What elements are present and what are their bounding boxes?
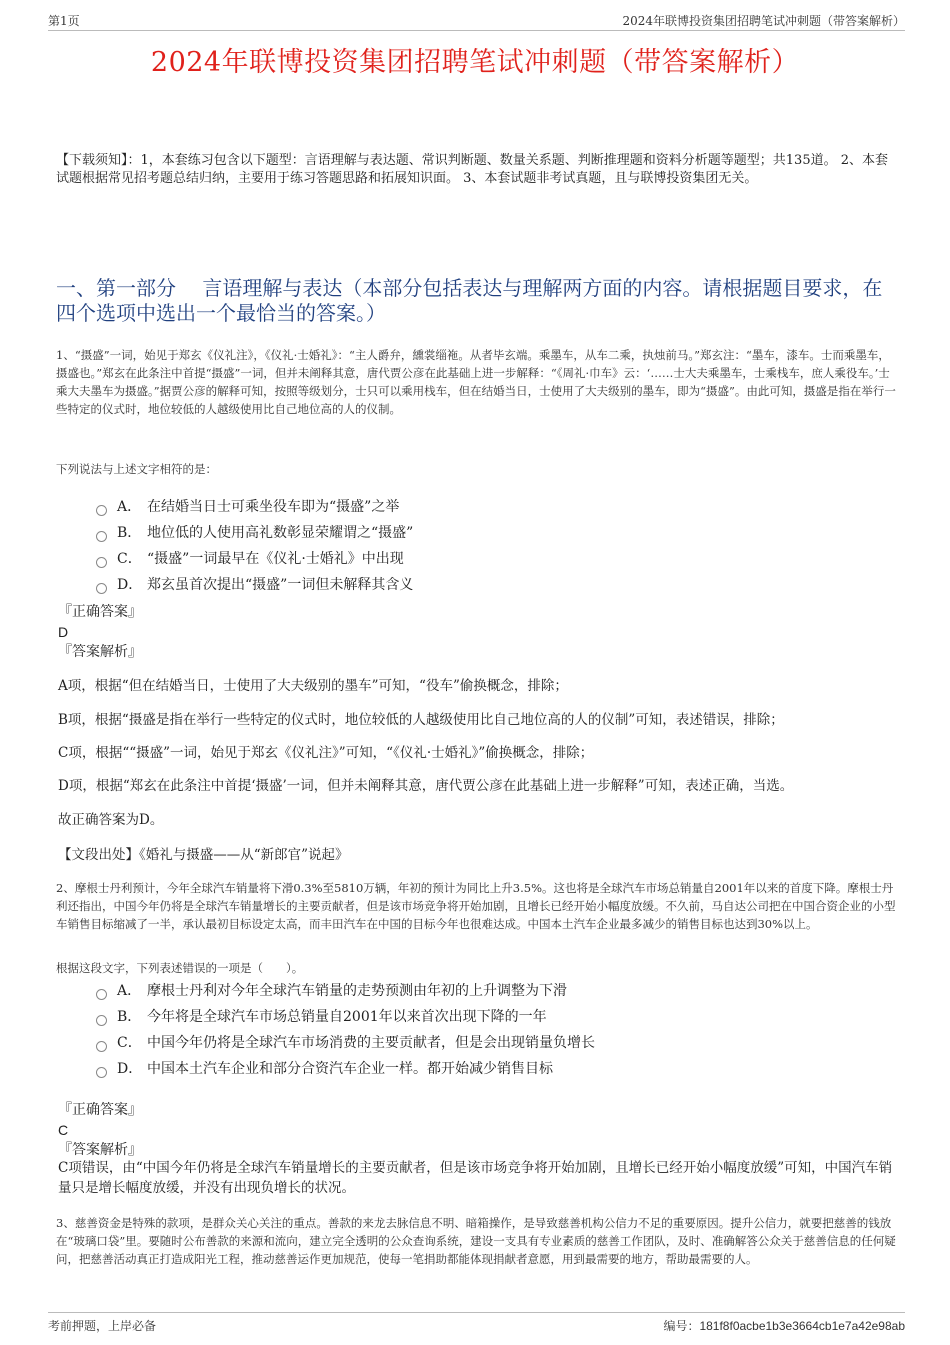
q2-option-b[interactable]: B． 今年将是全球汽车市场总销量自2001年以来首次出现下降的一年 xyxy=(96,1004,876,1030)
q1-analysis-c: C项，根据““摄盛”一词，始见于郑玄《仪礼注》”可知，“《仪礼·士婚礼》”偷换概念，排除； xyxy=(58,745,594,761)
q2-passage: 2、摩根士丹利预计，今年全球汽车销量将下滑0.3%至5810万辆，年初的预计为同比上升3.5%。这也将是全球汽车市场总销量自2001年以来的首度下降。摩根士丹利还指出，中国今年仍将是全球汽车销量增长的主要贡献者，但是该市场竞争将开始加剧，且增长已经开始小幅度放缓。不久前，马自达公司把在中国合资企业的小型车销售目标缩减了一半，承认最初目标设定太高，而丰田汽车在中国的目标今年也很难达成。中国本土汽车企业最多减少的销售目标也达到30%以上。 xyxy=(56,881,896,931)
radio-icon[interactable] xyxy=(96,557,107,568)
q1-answer-label: 『正确答案』 xyxy=(58,604,142,620)
document-title: 2024年联博投资集团招聘笔试冲刺题（带答案解析） xyxy=(150,47,800,78)
footer-code xyxy=(663,1317,905,1334)
footer-slogan: 考前押题，上岸必备 xyxy=(48,1319,157,1333)
q1-analysis-label: 『答案解析』 xyxy=(58,644,142,660)
q2-answer-label: 『正确答案』 xyxy=(58,1102,142,1118)
radio-icon[interactable] xyxy=(96,989,107,1000)
section-heading: 一、第一部分 言语理解与表达（本部分包括表达与理解两方面的内容。请根据题目要求，在四个选项中选出一个最恰当的答案。） xyxy=(56,276,883,325)
q1-option-b[interactable]: B． 地位低的人使用高礼数彰显荣耀谓之“摄盛” xyxy=(96,520,876,546)
q1-option-d[interactable]: D． 郑玄虽首次提出“摄盛”一词但未解释其含义 xyxy=(96,572,876,598)
q2-option-d[interactable]: D． 中国本土汽车企业和部分合资汽车企业一样。都开始减少销售目标 xyxy=(96,1056,876,1082)
radio-icon[interactable] xyxy=(96,1067,107,1078)
q1-answer: D xyxy=(58,624,69,640)
page-header xyxy=(48,10,905,31)
q1-analysis-a: A项，根据“但在结婚当日，士使用了大夫级别的墨车”可知，“役车”偷换概念，排除； xyxy=(58,678,568,694)
q2-options xyxy=(96,978,876,1082)
download-notice: 【下载须知】：1，本套练习包含以下题型：言语理解与表达题、常识判断题、数量关系题、判断推理题和资料分析题等题型；共135道。 2、本套试题根据常见招考题总结归纳，主要用于练习答题思路和拓展知识面。 3、本套试题非考试真题，且与联博投资集团无关。 xyxy=(56,153,888,186)
radio-icon[interactable] xyxy=(96,583,107,594)
q1-analysis-b: B项，根据“摄盛是指在举行一些特定的仪式时，地位较低的人越级使用比自己地位高的人的仪制”可知，表述错误，排除； xyxy=(58,712,784,728)
q1-options xyxy=(96,494,876,598)
page-number: 第1页 xyxy=(48,14,80,28)
q1-option-c[interactable]: C． “摄盛”一词最早在《仪礼·士婚礼》中出现 xyxy=(96,546,876,572)
q2-analysis-label: 『答案解析』 xyxy=(58,1142,142,1158)
q1-option-a[interactable]: A． 在结婚当日士可乘坐役车即为“摄盛”之举 xyxy=(96,494,876,520)
q3-passage: 3、慈善资金是特殊的款项，是群众关心关注的重点。善款的来龙去脉信息不明、暗箱操作，是导致慈善机构公信力不足的重要原因。提升公信力，就要把慈善的钱放在“玻璃口袋”里。要随时公布善款的来源和流向，建立完全透明的公众查询系统，建设一支具有专业素质的慈善工作团队，及时、准确解答公众关于慈善信息的任何疑问，把慈善活动真正打造成阳光工程，推动慈善运作更加规范，使每一笔捐助都能体现捐献者意愿，用到最需要的地方，帮助最需要的人。 xyxy=(56,1216,896,1266)
radio-icon[interactable] xyxy=(96,505,107,516)
q2-option-a[interactable]: A． 摩根士丹利对今年全球汽车销量的走势预测由年初的上升调整为下滑 xyxy=(96,978,876,1004)
q2-answer: C xyxy=(58,1122,69,1138)
q2-option-c[interactable]: C． 中国今年仍将是全球汽车市场消费的主要贡献者，但是会出现销量负增长 xyxy=(96,1030,876,1056)
q1-passage: 1、“摄盛”一词，始见于郑玄《仪礼注》，《仪礼·士婚礼》：“主人爵弁，纁裳缁袘。从者毕玄端。乘墨车，从车二乘，执烛前马。”郑玄注：“墨车，漆车。士而乘墨车，摄盛也。”郑玄在此条注中首提“摄盛”一词，但并未阐释其意，唐代贾公彦在此基础上进一步解释：“《周礼·巾车》云：‘……士大夫乘墨车，士乘栈车，庶人乘役车。’士乘大夫墨车为摄盛。”据贾公彦的解释可知，按照等级划分，士只可以乘用栈车，但在结婚当日，士使用了大夫级别的墨车，即为“摄盛”。由此可知，摄盛是指在举行一些特定的仪式时，地位较低的人越级使用比自己地位高的人的仪制。 xyxy=(56,348,896,416)
radio-icon[interactable] xyxy=(96,1015,107,1026)
footer-code-value: 181f8f0acbe1b3e3664cb1e7a42e98ab xyxy=(699,1319,905,1333)
radio-icon[interactable] xyxy=(96,531,107,542)
q1-analysis-d: D项，根据“郑玄在此条注中首提‘摄盛’一词，但并未阐释其意，唐代贾公彦在此基础上进一步解释”可知，表述正确，当选。 xyxy=(58,778,794,794)
q1-conclusion: 故正确答案为D。 xyxy=(58,812,164,828)
page-footer xyxy=(48,1312,905,1335)
q1-source: 【文段出处】《婚礼与摄盛——从“新郎官”说起》 xyxy=(58,847,349,863)
footer-code-label: 编号： xyxy=(663,1319,700,1333)
q1-question: 下列说法与上述文字相符的是： xyxy=(56,462,217,476)
q2-analysis: C项错误，由“中国今年仍将是全球汽车销量增长的主要贡献者，但是该市场竞争将开始加剧，且增长已经开始小幅度放缓”可知，中国汽车销量只是增长幅度放缓，并没有出现负增长的状况。 xyxy=(58,1160,893,1196)
radio-icon[interactable] xyxy=(96,1041,107,1052)
header-doc-title: 2024年联博投资集团招聘笔试冲刺题（带答案解析） xyxy=(622,14,905,28)
q2-question: 根据这段文字，下列表述错误的一项是（ ）。 xyxy=(56,961,304,975)
